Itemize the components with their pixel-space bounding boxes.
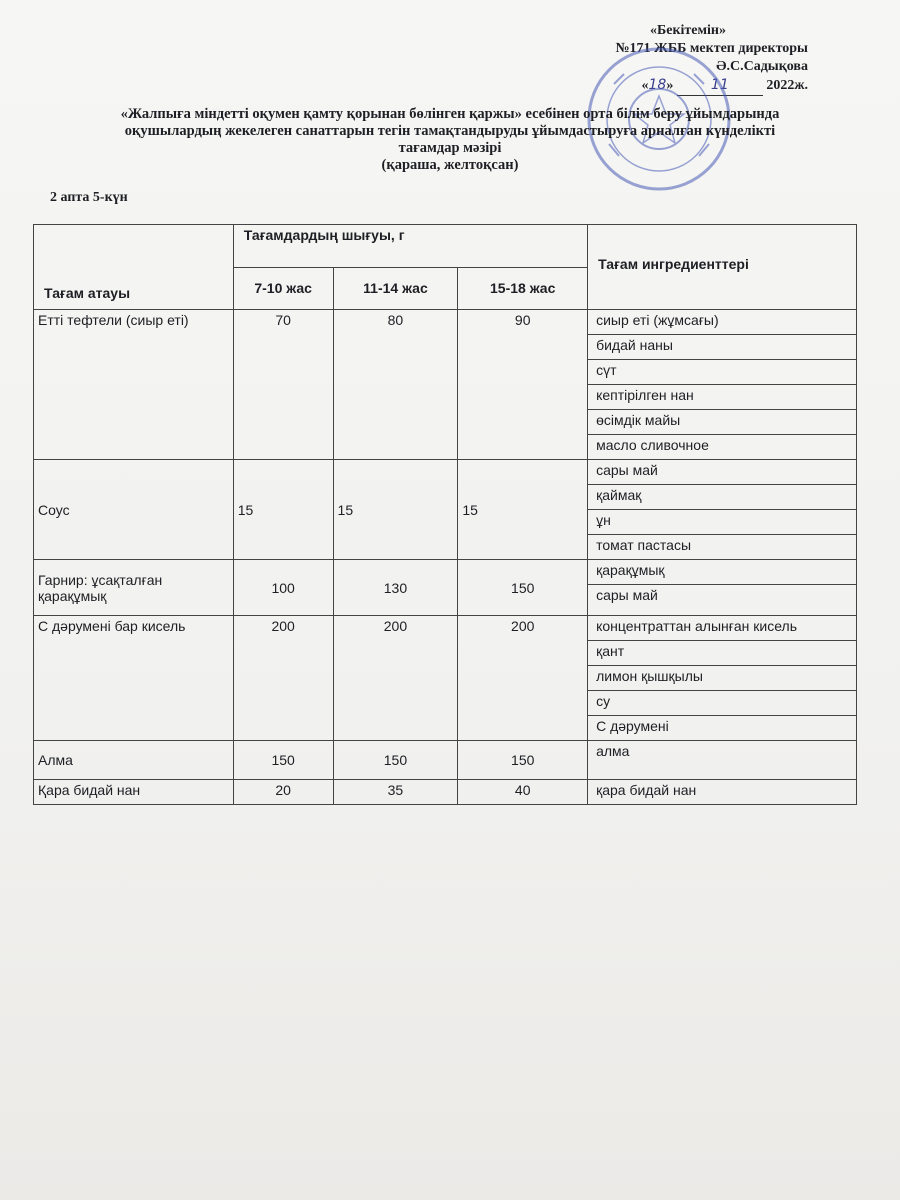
ingredient: су bbox=[588, 691, 857, 716]
amount-7-10: 100 bbox=[233, 560, 333, 616]
ingredient: сары май bbox=[588, 460, 857, 485]
amount-11-14: 130 bbox=[333, 560, 458, 616]
dish-name: С дәрумені бар кисель bbox=[34, 616, 234, 741]
amount-11-14: 150 bbox=[333, 741, 458, 780]
amount-15-18: 150 bbox=[458, 741, 588, 780]
approval-date-year: 2022ж. bbox=[766, 78, 808, 93]
dish-name: Гарнир: ұсақталған қарақұмық bbox=[34, 560, 234, 616]
approval-position: №171 ЖББ мектеп директоры bbox=[615, 41, 808, 56]
header-yield: Тағамдардың шығуы, г bbox=[233, 225, 587, 268]
amount-15-18: 150 bbox=[458, 560, 588, 616]
table-row bbox=[34, 560, 857, 585]
ingredient: масло сливочное bbox=[588, 435, 857, 460]
amount-11-14: 15 bbox=[333, 460, 458, 560]
ingredient: концентраттан алынған кисель bbox=[588, 616, 857, 641]
title-line-4: (қараша, желтоқсан) bbox=[381, 157, 519, 173]
amount-11-14: 35 bbox=[333, 780, 458, 805]
ingredient: ұн bbox=[588, 510, 857, 535]
header-dish-name: Тағам атауы bbox=[34, 225, 234, 310]
amount-15-18: 200 bbox=[458, 616, 588, 741]
dish-name: Алма bbox=[34, 741, 234, 780]
document-title bbox=[30, 106, 870, 174]
menu-table bbox=[33, 224, 857, 805]
header-age-7-10: 7-10 жас bbox=[233, 267, 333, 310]
week-day-label: 2 апта 5-күн bbox=[50, 190, 128, 205]
approval-date-month: 11 bbox=[710, 77, 729, 93]
amount-7-10: 70 bbox=[233, 310, 333, 460]
ingredient: алма bbox=[588, 741, 857, 780]
header-ingredients: Тағам ингредиенттері bbox=[588, 225, 857, 310]
title-line-1: «Жалпыға міндетті оқумен қамту қорынан бөлінген қаржы» есебінен орта білім беру ұйымдарында bbox=[120, 106, 780, 122]
ingredient: қарақұмық bbox=[588, 560, 857, 585]
table-row bbox=[34, 780, 857, 805]
approval-date: «18» 11 2022ж. bbox=[508, 76, 808, 96]
amount-15-18: 90 bbox=[458, 310, 588, 460]
ingredient: қант bbox=[588, 641, 857, 666]
title-line-3: тағамдар мәзірі bbox=[398, 140, 502, 156]
approval-date-day: 18 bbox=[648, 77, 667, 93]
approval-director-name: Ә.С.Садықова bbox=[716, 59, 808, 74]
ingredient: С дәрумені bbox=[588, 716, 857, 741]
ingredient: бидай наны bbox=[588, 335, 857, 360]
ingredient: қара бидай нан bbox=[588, 780, 857, 805]
header-age-15-18: 15-18 жас bbox=[458, 267, 588, 310]
table-row bbox=[34, 741, 857, 780]
ingredient: сары май bbox=[588, 585, 857, 616]
ingredient: қаймақ bbox=[588, 485, 857, 510]
header-age-11-14: 11-14 жас bbox=[333, 267, 458, 310]
ingredient: кептірілген нан bbox=[588, 385, 857, 410]
ingredient: сиыр еті (жұмсағы) bbox=[588, 310, 857, 335]
amount-11-14: 80 bbox=[333, 310, 458, 460]
amount-7-10: 200 bbox=[233, 616, 333, 741]
ingredient: томат пастасы bbox=[588, 535, 857, 560]
dish-name: Етті тефтели (сиыр еті) bbox=[34, 310, 234, 460]
amount-7-10: 20 bbox=[233, 780, 333, 805]
ingredient: лимон қышқылы bbox=[588, 666, 857, 691]
ingredient: сүт bbox=[588, 360, 857, 385]
amount-15-18: 15 bbox=[458, 460, 588, 560]
dish-name: Қара бидай нан bbox=[34, 780, 234, 805]
amount-7-10: 15 bbox=[233, 460, 333, 560]
ingredient: өсімдік майы bbox=[588, 410, 857, 435]
title-line-2: оқушылардың жекелеген санаттарын тегін тамақтандыруды ұйымдастыруға арналған күнделікті bbox=[124, 123, 776, 139]
approval-heading: «Бекітемін» bbox=[649, 23, 726, 38]
amount-15-18: 40 bbox=[458, 780, 588, 805]
table-row bbox=[34, 310, 857, 335]
amount-11-14: 200 bbox=[333, 616, 458, 741]
table-row bbox=[34, 460, 857, 485]
amount-7-10: 150 bbox=[233, 741, 333, 780]
dish-name: Соус bbox=[34, 460, 234, 560]
table-row bbox=[34, 616, 857, 641]
